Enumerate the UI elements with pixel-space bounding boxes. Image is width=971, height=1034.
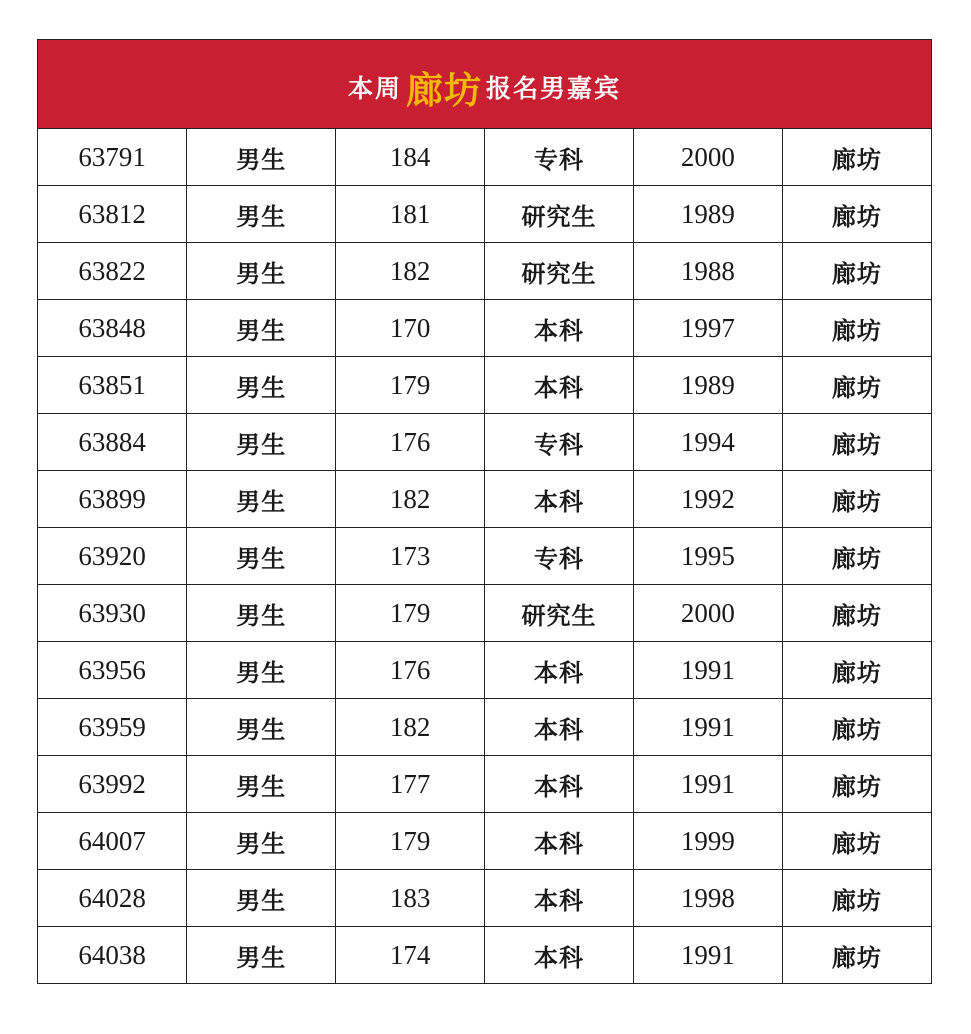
cell-height: 184 (336, 129, 485, 186)
cell-id: 63992 (38, 756, 187, 813)
cell-gender: 男生 (187, 642, 336, 699)
table-row (38, 756, 931, 813)
cell-birth-year: 1989 (633, 357, 782, 414)
cell-education: 本科 (485, 471, 634, 528)
cell-gender: 男生 (187, 186, 336, 243)
table-row (38, 528, 931, 585)
cell-id: 63956 (38, 642, 187, 699)
table-row (38, 414, 931, 471)
cell-city: 廊坊 (782, 471, 931, 528)
cell-city: 廊坊 (782, 129, 931, 186)
table-row (38, 243, 931, 300)
cell-height: 179 (336, 357, 485, 414)
cell-education: 本科 (485, 756, 634, 813)
registration-sheet (37, 39, 932, 984)
cell-id: 63851 (38, 357, 187, 414)
cell-gender: 男生 (187, 357, 336, 414)
cell-id: 63899 (38, 471, 187, 528)
table-row (38, 300, 931, 357)
header-city: 廊坊 (406, 68, 482, 112)
cell-birth-year: 2000 (633, 585, 782, 642)
cell-city: 廊坊 (782, 186, 931, 243)
cell-birth-year: 1991 (633, 927, 782, 984)
cell-gender: 男生 (187, 870, 336, 927)
cell-city: 廊坊 (782, 756, 931, 813)
cell-education: 本科 (485, 813, 634, 870)
cell-birth-year: 1989 (633, 186, 782, 243)
cell-height: 183 (336, 870, 485, 927)
cell-gender: 男生 (187, 129, 336, 186)
sheet-header (38, 40, 931, 129)
cell-city: 廊坊 (782, 357, 931, 414)
cell-education: 本科 (485, 300, 634, 357)
table-row (38, 642, 931, 699)
cell-birth-year: 1998 (633, 870, 782, 927)
table-row (38, 870, 931, 927)
cell-education: 研究生 (485, 186, 634, 243)
cell-education: 研究生 (485, 585, 634, 642)
guest-table (38, 129, 931, 983)
cell-birth-year: 2000 (633, 129, 782, 186)
cell-id: 64038 (38, 927, 187, 984)
cell-id: 63930 (38, 585, 187, 642)
cell-city: 廊坊 (782, 813, 931, 870)
cell-id: 63959 (38, 699, 187, 756)
cell-height: 179 (336, 585, 485, 642)
cell-height: 170 (336, 300, 485, 357)
cell-city: 廊坊 (782, 870, 931, 927)
cell-city: 廊坊 (782, 642, 931, 699)
table-row (38, 927, 931, 984)
cell-id: 64028 (38, 870, 187, 927)
cell-birth-year: 1997 (633, 300, 782, 357)
cell-birth-year: 1994 (633, 414, 782, 471)
cell-height: 177 (336, 756, 485, 813)
cell-height: 173 (336, 528, 485, 585)
header-prefix: 本周 (347, 74, 402, 103)
guest-table-body (38, 129, 931, 983)
cell-height: 182 (336, 699, 485, 756)
cell-gender: 男生 (187, 414, 336, 471)
cell-gender: 男生 (187, 699, 336, 756)
cell-city: 廊坊 (782, 699, 931, 756)
cell-id: 63812 (38, 186, 187, 243)
cell-height: 176 (336, 414, 485, 471)
cell-id: 63791 (38, 129, 187, 186)
cell-city: 廊坊 (782, 300, 931, 357)
cell-id: 63822 (38, 243, 187, 300)
cell-city: 廊坊 (782, 585, 931, 642)
cell-gender: 男生 (187, 300, 336, 357)
cell-birth-year: 1999 (633, 813, 782, 870)
cell-gender: 男生 (187, 471, 336, 528)
cell-city: 廊坊 (782, 528, 931, 585)
cell-id: 63884 (38, 414, 187, 471)
cell-education: 本科 (485, 357, 634, 414)
cell-city: 廊坊 (831, 942, 882, 972)
cell-height: 182 (336, 471, 485, 528)
table-row (38, 471, 931, 528)
cell-education: 研究生 (485, 243, 634, 300)
cell-education: 本科 (485, 642, 634, 699)
cell-height: 174 (336, 927, 485, 984)
cell-city: 廊坊 (782, 414, 931, 471)
cell-height: 181 (336, 186, 485, 243)
cell-city: 廊坊 (782, 243, 931, 300)
cell-height: 176 (336, 642, 485, 699)
cell-gender: 男生 (187, 528, 336, 585)
cell-birth-year: 1991 (633, 642, 782, 699)
cell-height: 179 (336, 813, 485, 870)
table-row (38, 186, 931, 243)
cell-gender: 男生 (187, 585, 336, 642)
cell-id: 63848 (38, 300, 187, 357)
cell-birth-year: 1995 (633, 528, 782, 585)
table-row (38, 813, 931, 870)
cell-birth-year: 1991 (633, 699, 782, 756)
cell-birth-year: 1992 (633, 471, 782, 528)
cell-education: 专科 (485, 129, 634, 186)
table-row (38, 357, 931, 414)
cell-gender: 男生 (187, 756, 336, 813)
cell-id: 63920 (38, 528, 187, 585)
cell-birth-year: 1988 (633, 243, 782, 300)
cell-gender: 男生 (187, 813, 336, 870)
cell-education: 专科 (485, 414, 634, 471)
cell-gender: 男生 (187, 243, 336, 300)
cell-education: 本科 (485, 927, 634, 984)
table-row (38, 129, 931, 186)
cell-education: 专科 (485, 528, 634, 585)
cell-gender: 男生 (187, 927, 336, 984)
cell-education: 本科 (485, 870, 634, 927)
cell-height: 182 (336, 243, 485, 300)
header-suffix: 报名男嘉宾 (486, 74, 622, 103)
cell-education: 本科 (485, 699, 634, 756)
table-row (38, 585, 931, 642)
cell-id: 64007 (38, 813, 187, 870)
table-row (38, 699, 931, 756)
cell-birth-year: 1991 (633, 756, 782, 813)
